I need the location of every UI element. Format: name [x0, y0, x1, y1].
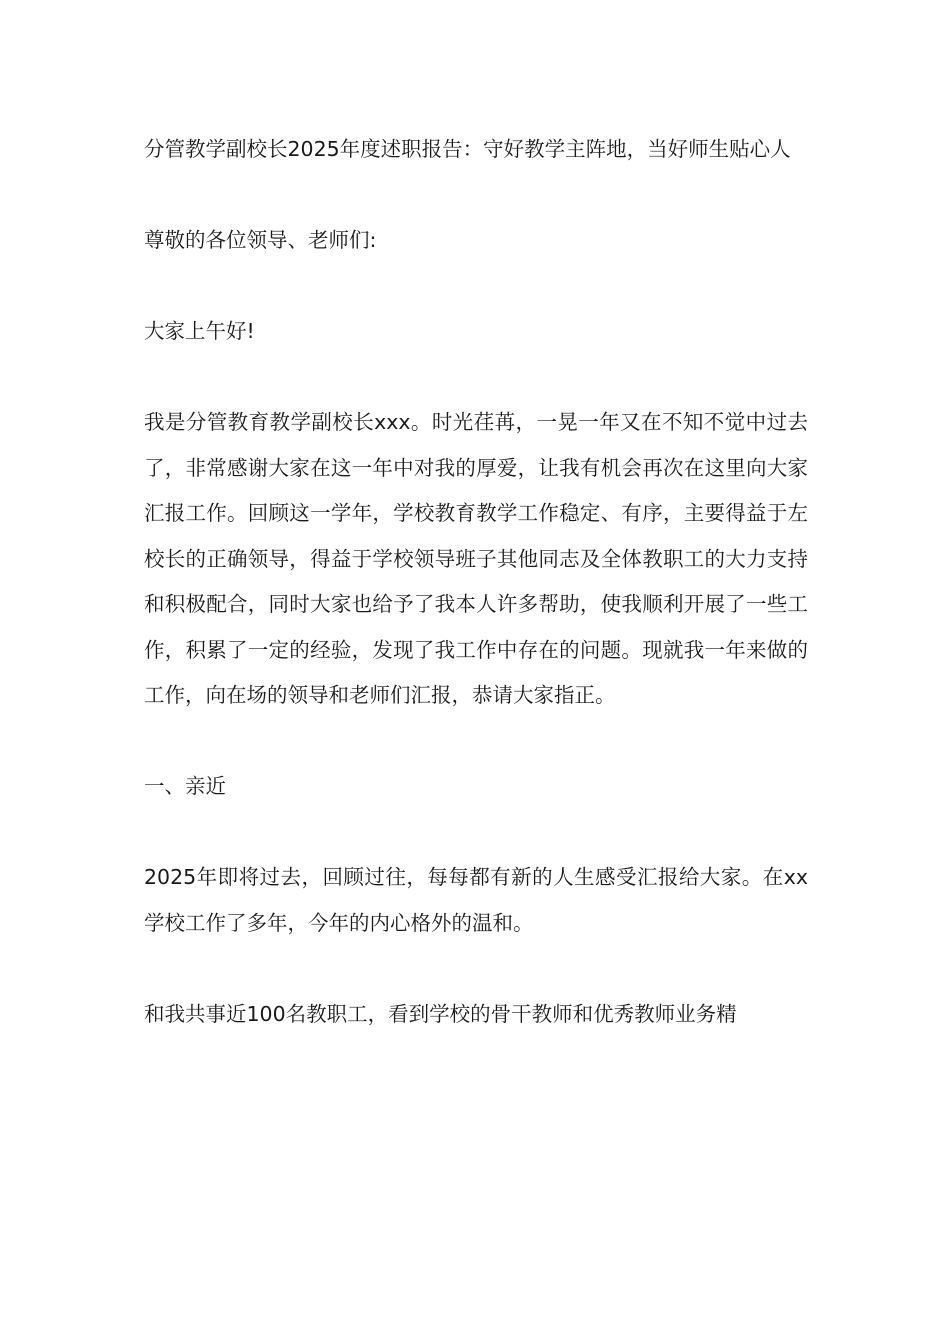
body-paragraph: 和我共事近100名教职工，看到学校的骨干教师和优秀教师业务精: [144, 1001, 737, 1026]
section-heading: 一、亲近: [144, 774, 226, 798]
salutation: 尊敬的各位领导、老师们:: [144, 228, 377, 252]
intro-paragraph: 我是分管教育教学副校长xxx。时光荏苒，一晃一年又在不知不觉中过去了，非常感谢大家在这一年中对我的厚爱，让我有机会再次在这里向大家汇报工作。回顾这一学年，学校教育教学工作稳定、有序，主要得益于左校长的正确领导，得益于学校领导班子其他同志及全体教职工的大力支持和积极配合，同时大家也给予了我本人许多帮助，使我顺利开展了一些工作，积累了一定的经验，发现了我工作中存在的问题。现就我一年来做的工作，向在场的领导和老师们汇报，恭请大家指正。: [144, 410, 808, 707]
document-title: 分管教学副校长2025年度述职报告：守好教学主阵地，当好师生贴心人: [144, 137, 791, 161]
document-body: [144, 127, 808, 1037]
greeting: 大家上午好!: [144, 319, 255, 343]
body-paragraph: 2025年即将过去，回顾过往，每每都有新的人生感受汇报给大家。在xx学校工作了多年，今年的内心格外的温和。: [144, 865, 808, 935]
